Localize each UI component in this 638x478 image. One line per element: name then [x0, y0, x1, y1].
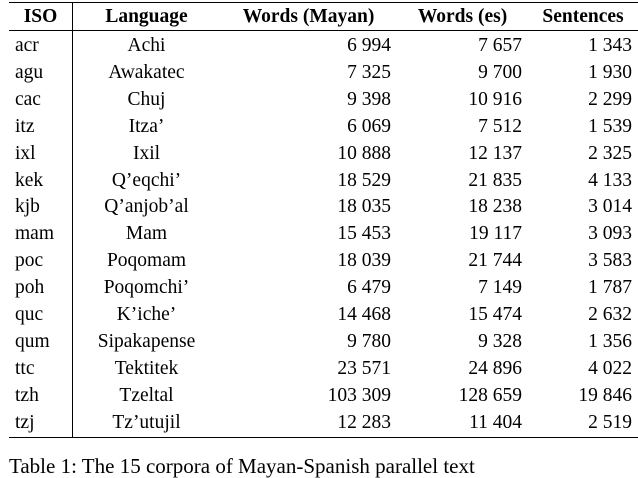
cell-words-es: 7 512	[478, 115, 522, 137]
cell-sentences: 19 846	[578, 384, 632, 406]
table-row	[9, 168, 638, 195]
cell-language: Q’eqchi’	[111, 169, 182, 191]
table-row	[9, 194, 638, 221]
cell-iso: ixl	[9, 141, 73, 168]
header-words-es: Words (es)	[417, 6, 508, 27]
cell-sentences: 3 583	[588, 250, 632, 272]
cell-words-es: 21 744	[468, 250, 522, 272]
cell-words-mayan: 6 069	[347, 115, 391, 137]
cell-words-es: 7 149	[478, 277, 522, 299]
table-row	[9, 302, 638, 329]
cell-words-es: 15 474	[468, 304, 522, 326]
table-row	[9, 141, 638, 168]
cell-iso: quc	[9, 302, 73, 329]
table-row	[9, 221, 638, 248]
cell-sentences: 4 022	[588, 357, 632, 379]
cell-words-mayan: 7 325	[347, 61, 391, 83]
header-words-mayan: Words (Mayan)	[242, 6, 375, 27]
header-iso: ISO	[9, 3, 73, 31]
table-row	[9, 87, 638, 114]
table-row	[9, 275, 638, 302]
cell-sentences: 4 133	[588, 169, 632, 191]
cell-language: Poqomchi’	[103, 277, 190, 299]
table-row	[9, 31, 638, 60]
cell-sentences: 1 343	[588, 35, 632, 56]
cell-sentences: 2 519	[588, 411, 632, 433]
corpus-table	[9, 2, 638, 438]
cell-words-es: 9 700	[478, 61, 522, 83]
cell-language: Tektitek	[114, 357, 179, 379]
header-sentences: Sentences	[542, 6, 624, 27]
cell-sentences: 2 325	[588, 142, 632, 164]
cell-words-es: 7 657	[478, 35, 522, 56]
cell-language: K’iche’	[116, 304, 177, 326]
cell-sentences: 2 632	[588, 304, 632, 326]
table-caption: Table 1: The 15 corpora of Mayan-Spanish parallel text	[9, 454, 475, 478]
cell-words-mayan: 23 571	[337, 357, 391, 379]
cell-language: Mam	[125, 223, 168, 245]
cell-words-es: 128 659	[458, 384, 522, 406]
cell-sentences: 3 014	[588, 196, 632, 218]
cell-language: Q’anjob’al	[104, 196, 189, 218]
cell-sentences: 1 787	[588, 277, 632, 299]
cell-iso: kek	[9, 168, 73, 195]
header-row	[9, 3, 638, 31]
cell-words-mayan: 18 529	[337, 169, 391, 191]
cell-sentences: 1 356	[588, 330, 632, 352]
header-language: Language	[105, 6, 188, 27]
cell-iso: agu	[9, 60, 73, 87]
cell-iso: mam	[9, 221, 73, 248]
cell-iso: cac	[9, 87, 73, 114]
cell-words-es: 12 137	[468, 142, 522, 164]
cell-language: Achi	[127, 35, 166, 56]
cell-words-es: 9 328	[478, 330, 522, 352]
cell-words-mayan: 9 780	[347, 330, 391, 352]
cell-sentences: 1 930	[588, 61, 632, 83]
cell-sentences: 1 539	[588, 115, 632, 137]
cell-language: Sipakapense	[97, 330, 196, 352]
cell-words-mayan: 18 039	[337, 250, 391, 272]
cell-sentences: 2 299	[588, 88, 632, 110]
cell-iso: itz	[9, 114, 73, 141]
cell-words-es: 21 835	[468, 169, 522, 191]
cell-words-mayan: 18 035	[337, 196, 391, 218]
cell-language: Poqomam	[106, 250, 187, 272]
cell-iso: poc	[9, 248, 73, 275]
cell-iso: tzh	[9, 383, 73, 410]
cell-language: Itza’	[128, 115, 165, 137]
cell-iso: tzj	[9, 410, 73, 437]
table-row	[9, 410, 638, 437]
cell-iso: ttc	[9, 356, 73, 383]
cell-words-es: 19 117	[469, 223, 522, 245]
cell-language: Tz’utujil	[112, 411, 181, 433]
cell-language: Awakatec	[108, 61, 185, 83]
corpus-table-container	[9, 2, 632, 438]
cell-words-mayan: 6 994	[347, 35, 391, 56]
cell-words-es: 18 238	[468, 196, 522, 218]
cell-words-mayan: 6 479	[347, 277, 391, 299]
cell-language: Chuj	[127, 88, 166, 110]
table-row	[9, 329, 638, 356]
cell-iso: poh	[9, 275, 73, 302]
cell-words-es: 24 896	[468, 357, 522, 379]
table-header	[9, 3, 638, 31]
cell-words-mayan: 9 398	[347, 88, 391, 110]
cell-language: Tzeltal	[119, 384, 174, 406]
cell-iso: acr	[9, 31, 73, 60]
cell-language: Ixil	[132, 142, 161, 164]
cell-words-mayan: 12 283	[337, 411, 391, 433]
cell-words-es: 11 404	[469, 411, 522, 433]
cell-words-mayan: 14 468	[337, 304, 391, 326]
cell-words-mayan: 10 888	[337, 142, 391, 164]
table-row	[9, 383, 638, 410]
cell-words-mayan: 15 453	[337, 223, 391, 245]
cell-iso: kjb	[9, 194, 73, 221]
table-row	[9, 114, 638, 141]
cell-sentences: 3 093	[588, 223, 632, 245]
table-row	[9, 60, 638, 87]
table-row	[9, 248, 638, 275]
cell-words-mayan: 103 309	[327, 384, 391, 406]
cell-words-es: 10 916	[468, 88, 522, 110]
table-body	[9, 31, 638, 438]
table-row	[9, 356, 638, 383]
cell-iso: qum	[9, 329, 73, 356]
